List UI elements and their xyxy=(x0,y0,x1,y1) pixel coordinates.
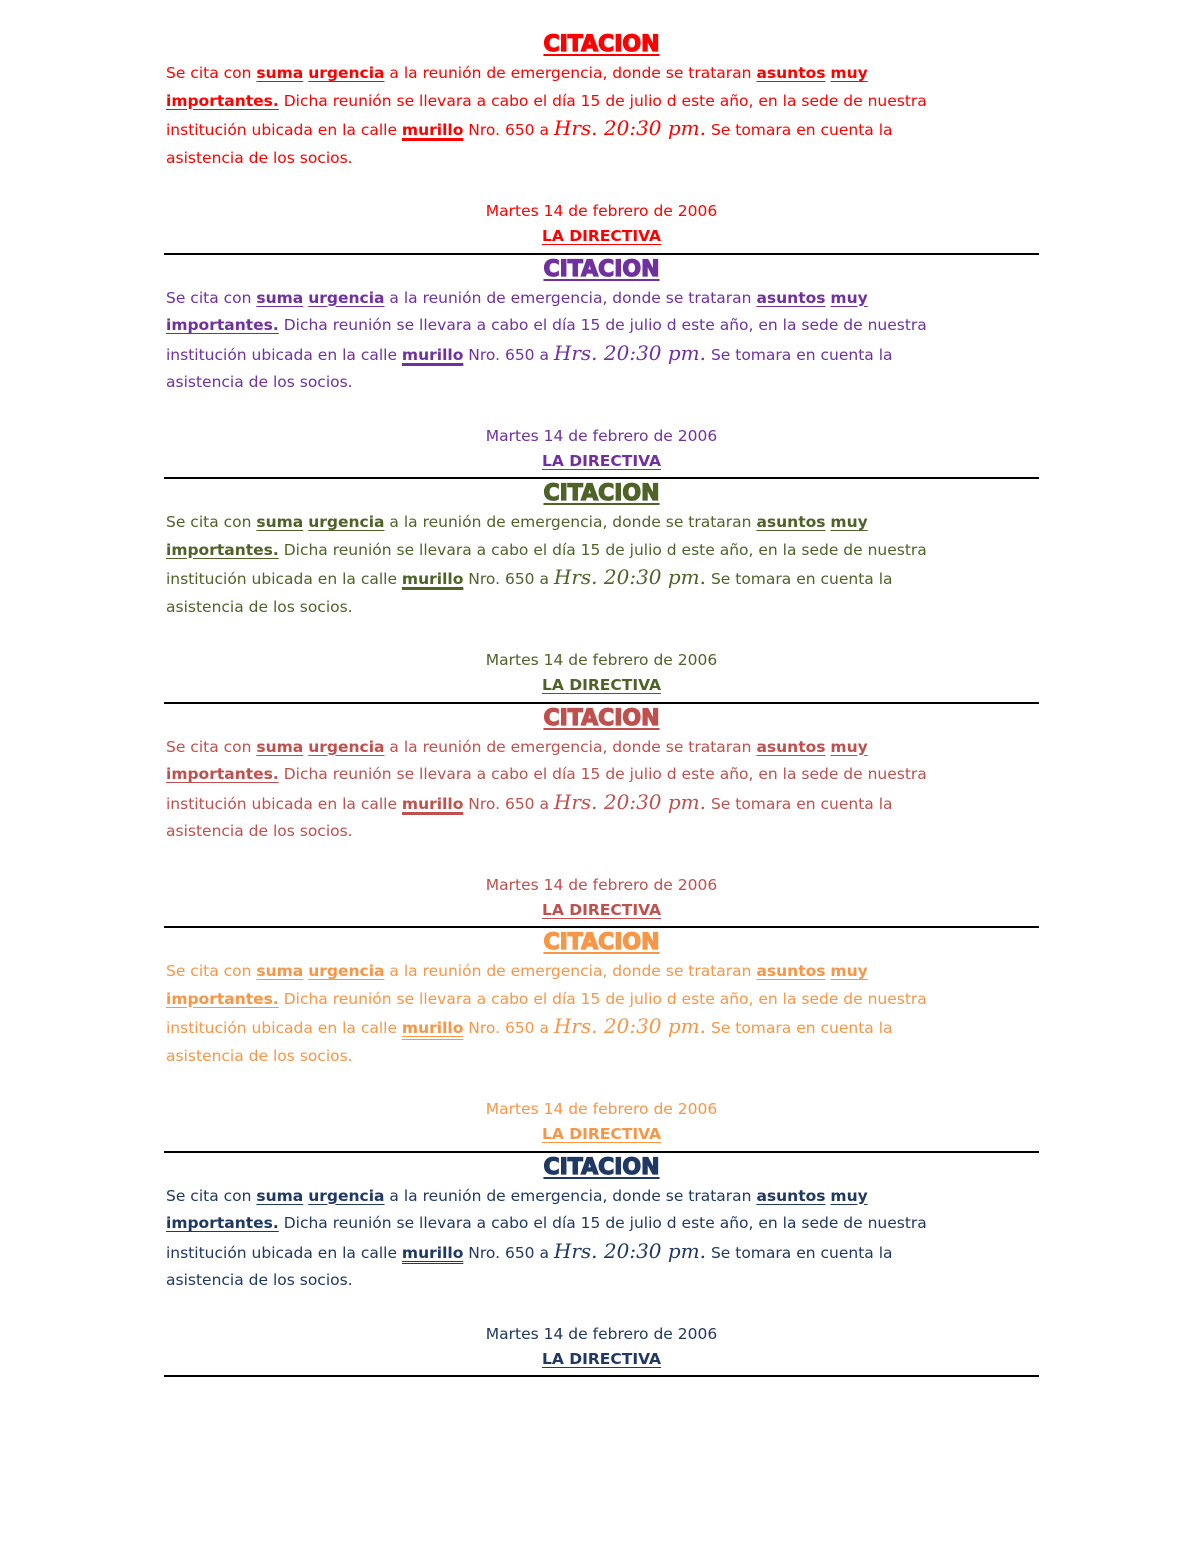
citation-block xyxy=(166,1153,1037,1378)
meeting-time: Hrs. 20:30 pm. xyxy=(553,565,707,589)
underlined-word-muy: muy xyxy=(830,513,868,531)
text-segment: Se tomara en cuenta la xyxy=(706,121,893,139)
underlined-word-asuntos: asuntos xyxy=(756,737,826,756)
underlined-word-muy: muy xyxy=(830,737,868,756)
underlined-word-asuntos: asuntos xyxy=(756,64,826,82)
text-segment: a la reunión de emergencia, donde se trataran xyxy=(384,64,757,82)
meeting-time: Hrs. 20:30 pm. xyxy=(553,1238,707,1263)
meeting-time: Hrs. 20:30 pm. xyxy=(553,116,707,140)
meeting-time: Hrs. 20:30 pm. xyxy=(553,340,707,365)
underlined-word-suma: suma xyxy=(256,513,304,531)
underlined-word-urgencia: urgencia xyxy=(308,962,385,980)
citation-title: CITACION xyxy=(543,705,660,731)
text-segment: Se tomara en cuenta la xyxy=(706,794,893,813)
text-segment: institución ubicada en la calle xyxy=(166,345,402,364)
underlined-word-importantes: importantes. xyxy=(166,540,279,559)
text-segment: Nro. 650 a xyxy=(463,570,554,588)
text-segment: Dicha reunión se llevara a cabo el día 15 de julio d este año, en la sede de nuestra xyxy=(278,1214,927,1232)
underlined-word-murillo: murillo xyxy=(401,570,464,588)
meeting-time: Hrs. 20:30 pm. xyxy=(553,1014,707,1038)
body-line-1 xyxy=(166,60,1037,88)
text-segment: a la reunión de emergencia, donde se trataran xyxy=(384,288,757,307)
text-segment: a la reunión de emergencia, donde se trataran xyxy=(384,513,757,531)
citation-body xyxy=(166,509,1037,621)
citation-title: CITACION xyxy=(543,481,660,506)
body-line-2 xyxy=(166,537,1037,565)
text-segment: Se cita con xyxy=(166,288,257,307)
body-line-2 xyxy=(166,761,1037,789)
citation-body xyxy=(166,60,1037,172)
body-line-4: asistencia de los socios. xyxy=(166,822,353,840)
underlined-word-murillo: murillo xyxy=(401,345,464,364)
text-segment: Se cita con xyxy=(166,737,257,756)
text-segment: institución ubicada en la calle xyxy=(166,794,402,813)
text-segment: Dicha reunión se llevara a cabo el día 15 de julio d este año, en la sede de nuestra xyxy=(278,989,927,1008)
underlined-word-importantes: importantes. xyxy=(166,989,279,1008)
spacer xyxy=(166,621,1037,647)
text-segment: institución ubicada en la calle xyxy=(166,1019,402,1037)
underlined-word-murillo: murillo xyxy=(401,1243,464,1262)
citation-title: CITACION xyxy=(543,32,660,57)
text-segment: Se tomara en cuenta la xyxy=(706,345,893,364)
text-segment: Dicha reunión se llevara a cabo el día 15 de julio d este año, en la sede de nuestra xyxy=(278,91,927,110)
underlined-word-muy: muy xyxy=(830,64,868,82)
text-segment: Dicha reunión se llevara a cabo el día 15 de julio d este año, en la sede de nuestra xyxy=(278,540,927,559)
body-line-4: asistencia de los socios. xyxy=(166,148,353,167)
text-segment: a la reunión de emergencia, donde se trataran xyxy=(384,1186,757,1205)
underlined-word-muy: muy xyxy=(830,1186,868,1205)
text-segment: Nro. 650 a xyxy=(463,794,554,813)
text-segment: Se tomara en cuenta la xyxy=(706,1243,893,1262)
underlined-word-importantes: importantes. xyxy=(166,1214,279,1232)
text-segment: Se cita con xyxy=(166,64,257,82)
body-line-3 xyxy=(166,564,1037,594)
citation-block xyxy=(166,479,1037,704)
text-segment: institución ubicada en la calle xyxy=(166,570,402,588)
body-line-3 xyxy=(166,1013,1037,1043)
citation-signature: LA DIRECTIVA xyxy=(541,676,662,694)
spacer xyxy=(166,1295,1037,1321)
text-segment: Dicha reunión se llevara a cabo el día 15 de julio d este año, en la sede de nuestra xyxy=(278,316,927,334)
citation-title: CITACION xyxy=(543,930,660,955)
text-segment: Se tomara en cuenta la xyxy=(706,570,893,588)
citation-block xyxy=(166,704,1037,929)
text-segment: Se cita con xyxy=(166,962,257,980)
body-line-2 xyxy=(166,88,1037,116)
citation-signature: LA DIRECTIVA xyxy=(541,1349,662,1368)
underlined-word-asuntos: asuntos xyxy=(756,288,826,307)
separator-line xyxy=(164,1375,1039,1377)
body-line-3 xyxy=(166,789,1037,819)
underlined-word-urgencia: urgencia xyxy=(308,737,385,756)
body-line-1 xyxy=(166,734,1037,762)
underlined-word-urgencia: urgencia xyxy=(308,64,385,82)
body-line-2 xyxy=(166,986,1037,1014)
underlined-word-murillo: murillo xyxy=(401,121,464,139)
text-segment: institución ubicada en la calle xyxy=(166,121,402,139)
citation-signature: LA DIRECTIVA xyxy=(541,900,662,919)
text-segment: Se cita con xyxy=(166,1186,257,1205)
body-line-4: asistencia de los socios. xyxy=(166,1271,353,1289)
citation-body xyxy=(166,734,1037,846)
underlined-word-muy: muy xyxy=(830,962,868,980)
citation-signature: LA DIRECTIVA xyxy=(541,227,662,245)
text-segment: Nro. 650 a xyxy=(463,345,554,364)
body-line-2 xyxy=(166,312,1037,340)
body-line-1 xyxy=(166,509,1037,537)
underlined-word-murillo: murillo xyxy=(401,794,464,813)
body-line-4: asistencia de los socios. xyxy=(166,1046,353,1065)
document-page xyxy=(166,30,1037,1377)
text-segment: institución ubicada en la calle xyxy=(166,1243,402,1262)
citation-signature: LA DIRECTIVA xyxy=(541,1125,662,1143)
citation-date: Martes 14 de febrero de 2006 xyxy=(485,1100,718,1118)
body-line-4: asistencia de los socios. xyxy=(166,373,353,391)
body-line-3 xyxy=(166,115,1037,145)
underlined-word-murillo: murillo xyxy=(401,1019,464,1037)
underlined-word-urgencia: urgencia xyxy=(308,1186,385,1205)
body-line-4: asistencia de los socios. xyxy=(166,597,353,616)
citation-body xyxy=(166,958,1037,1070)
citation-date: Martes 14 de febrero de 2006 xyxy=(485,1324,718,1343)
underlined-word-urgencia: urgencia xyxy=(308,513,385,531)
text-segment: a la reunión de emergencia, donde se trataran xyxy=(384,737,757,756)
citation-date: Martes 14 de febrero de 2006 xyxy=(485,651,718,669)
text-segment: Nro. 650 a xyxy=(463,121,554,139)
body-line-3 xyxy=(166,1238,1037,1268)
citation-body xyxy=(166,1183,1037,1295)
text-segment: Se cita con xyxy=(166,513,257,531)
citation-signature: LA DIRECTIVA xyxy=(541,451,662,470)
spacer xyxy=(166,1070,1037,1096)
underlined-word-suma: suma xyxy=(256,737,304,756)
body-line-1 xyxy=(166,285,1037,313)
body-line-1 xyxy=(166,1183,1037,1211)
spacer xyxy=(166,846,1037,872)
meeting-time: Hrs. 20:30 pm. xyxy=(553,789,707,814)
underlined-word-importantes: importantes. xyxy=(166,91,279,110)
citation-block xyxy=(166,928,1037,1153)
underlined-word-muy: muy xyxy=(830,288,868,307)
citation-title: CITACION xyxy=(543,256,660,282)
underlined-word-suma: suma xyxy=(256,288,304,307)
underlined-word-importantes: importantes. xyxy=(166,765,279,783)
text-segment: a la reunión de emergencia, donde se trataran xyxy=(384,962,757,980)
citation-block xyxy=(166,30,1037,255)
citation-block xyxy=(166,255,1037,480)
citation-date: Martes 14 de febrero de 2006 xyxy=(485,426,718,445)
underlined-word-suma: suma xyxy=(256,962,304,980)
body-line-1 xyxy=(166,958,1037,986)
underlined-word-urgencia: urgencia xyxy=(308,288,385,307)
body-line-3 xyxy=(166,340,1037,370)
underlined-word-asuntos: asuntos xyxy=(756,962,826,980)
underlined-word-suma: suma xyxy=(256,64,304,82)
text-segment: Nro. 650 a xyxy=(463,1243,554,1262)
citation-date: Martes 14 de febrero de 2006 xyxy=(485,875,718,894)
text-segment: Dicha reunión se llevara a cabo el día 15 de julio d este año, en la sede de nuestra xyxy=(278,765,927,783)
underlined-word-importantes: importantes. xyxy=(166,316,279,334)
spacer xyxy=(166,397,1037,423)
citation-title: CITACION xyxy=(543,1154,660,1180)
underlined-word-asuntos: asuntos xyxy=(756,513,826,531)
underlined-word-suma: suma xyxy=(256,1186,304,1205)
citation-body xyxy=(166,285,1037,397)
citation-date: Martes 14 de febrero de 2006 xyxy=(485,202,718,220)
text-segment: Nro. 650 a xyxy=(463,1019,554,1037)
spacer xyxy=(166,172,1037,198)
body-line-2 xyxy=(166,1210,1037,1238)
underlined-word-asuntos: asuntos xyxy=(756,1186,826,1205)
text-segment: Se tomara en cuenta la xyxy=(706,1019,893,1037)
